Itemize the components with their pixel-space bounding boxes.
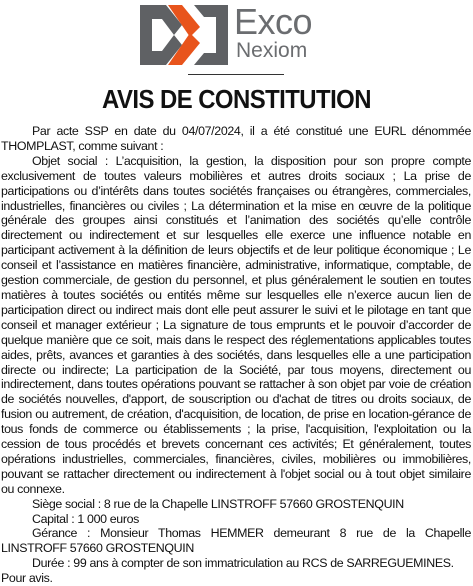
paragraph-gerance: Gérance : Monsieur Thomas HEMMER demeurant 8 rue de la Chapelle LINSTROFF 57660 GROSTENQUIN — [1, 526, 471, 556]
notice-body — [1, 124, 471, 586]
closing-text: Pour avis. — [1, 571, 53, 586]
page-title: AVIS DE CONSTITUTION — [102, 84, 371, 114]
paragraph-intro: Par acte SSP en date du 04/07/2024, il a été constitué une EURL dénommée THOMPLAST, comme suivant : — [1, 124, 471, 153]
title-divider — [188, 74, 284, 75]
brand-subtitle: Nexiom — [236, 39, 308, 62]
brand-name: Exco — [234, 1, 313, 42]
paragraph-objet-social: Objet social : L’acquisition, la gestion, la disposition pour son propre compte exclusivement de toutes valeurs mobilières et autres droits sociaux ; La prise de participations ou d’intérêts dans toutes sociétés françaises ou étrangères, commerciales, industrielles, financières ou civiles ; La détermination et la mise en œuvre de la politique générale des groupes ainsi constitués et l’animation des sociétés qu’elle contrôle directement ou indirectement et sur lesquelles elle exerce une influence notable en participant activement à la définition de leurs objectifs et de leur politique économique ; Le conseil et l’assistance en matières financière, administrative, informatique, comptable, de gestion commerciale, de gestion du personnel, et plus généralement le soutien en toutes matières à toutes sociétés ou entités même sur lesquelles elle n’exerce aucun lien de participation direct ou indirect mais dont elle peut assurer le suivi et le pilotage en tant que conseil et manager extérieur ; La signature de tous emprunts et le pouvoir d’accorder de quelque manière que ce soit, mais dans le respect des réglementations applicables toutes aides, prêts, avances et garanties à des sociétés, dans lesquelles elle a une participation directe ou indirecte; La participation de la Société, par tous moyens, directement ou indirectement, dans toutes opérations pouvant se rattacher à son objet par voie de création de sociétés nouvelles, d'apport, de souscription ou d'achat de titres ou droits sociaux, de fusion ou autrement, de création, d'acquisition, de location, de prise en location-gérance de tous fonds de commerce ou établissements ; la prise, l'acquisition, l'exploitation ou la cession de tous procédés et brevets concernant ces activités; Et généralement, toutes opérations industrielles, commerciales, financières, civiles, mobilières ou immobilières, pouvant se rattacher directement ou indirectement à l'objet social ou à tout objet similaire ou connexe. — [1, 153, 471, 496]
paragraph-duree: Durée : 99 ans à compter de son immatriculation au RCS de SARREGUEMINES. — [32, 556, 454, 571]
paragraph-capital: Capital : 1 000 euros — [32, 511, 139, 526]
paragraph-siege-social: Siège social : 8 rue de la Chapelle LINSTROFF 57660 GROSTENQUIN — [32, 496, 404, 511]
exco-nexiom-logo — [138, 3, 338, 67]
exco-logo-mark-icon — [138, 3, 230, 67]
